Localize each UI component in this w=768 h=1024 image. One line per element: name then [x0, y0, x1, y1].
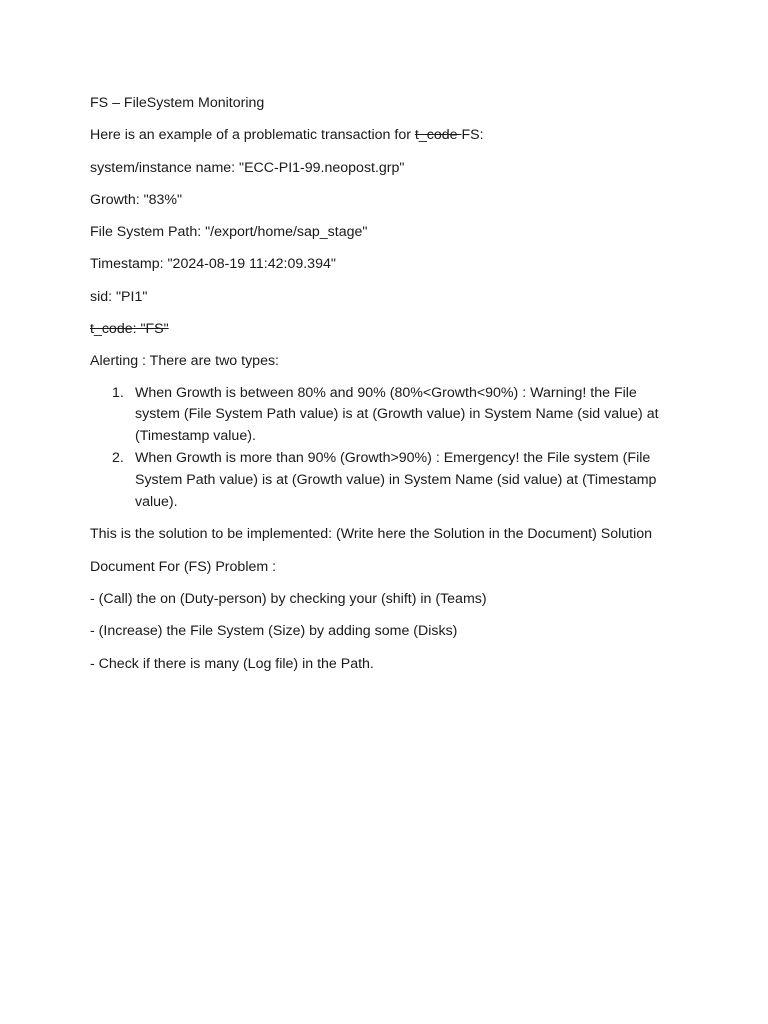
field-system-name: system/instance name: "ECC-PI1-99.neopost.grp": [90, 159, 405, 176]
intro-struck-text: t_code: [414, 127, 462, 144]
field-t-code: t_code: "FS": [90, 321, 169, 338]
list-item-text: When Growth is more than 90% (Growth>90%) : Emergency! the File system (File System Path value) is at (Growth value) in System Name (sid value) at (Timestamp value).: [135, 450, 657, 510]
alerting-list: [90, 383, 680, 514]
intro-text-end: FS:: [461, 127, 484, 144]
list-item-text: When Growth is between 80% and 90% (80%<Growth<90%) : Warning! the File system (File System Path value) is at (Growth value) in System Name (sid value) at (Timestamp value).: [135, 384, 659, 445]
field-timestamp: Timestamp: "2024-08-19 11:42:09.394": [90, 256, 336, 273]
solution-step: - (Increase) the File System (Size) by adding some (Disks): [90, 623, 458, 640]
intro-paragraph: [90, 124, 680, 146]
document-body: [90, 92, 680, 685]
solution-intro: This is the solution to be implemented: (Write here the Solution in the Document) Solution: [90, 526, 653, 543]
field-file-system-path: File System Path: "/export/home/sap_stage": [90, 224, 368, 241]
list-item-number: 2.: [112, 450, 124, 467]
intro-text: Here is an example of a problematic transaction for: [90, 127, 415, 144]
field-growth: Growth: "83%": [90, 191, 183, 208]
solution-step: - (Call) the on (Duty-person) by checking your (shift) in (Teams): [90, 591, 487, 608]
list-item: [90, 383, 675, 448]
document-title: FS – FileSystem Monitoring: [90, 95, 265, 111]
list-item: [90, 448, 675, 513]
alerting-heading: Alerting : There are two types:: [90, 353, 279, 370]
solution-heading: Document For (FS) Problem :: [90, 558, 277, 575]
field-sid: sid: "PI1": [90, 288, 148, 305]
solution-step: - Check if there is many (Log file) in the Path.: [90, 655, 374, 672]
list-item-number: 1.: [112, 384, 124, 401]
